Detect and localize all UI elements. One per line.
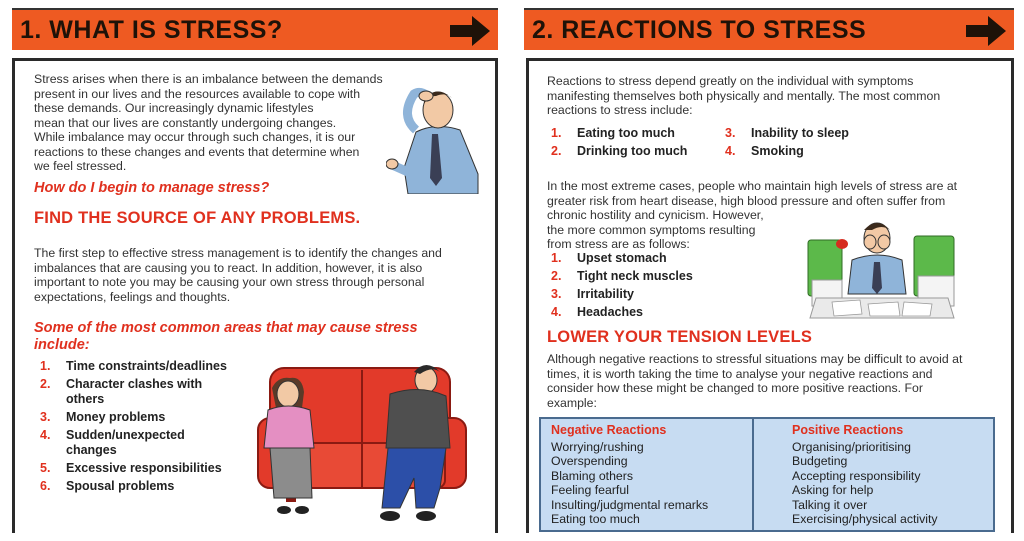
table-cell: Blaming others: [551, 468, 634, 483]
reactions-comparison-table: [539, 417, 995, 532]
table-cell: Organising/prioritising: [792, 439, 911, 454]
list-text: Smoking: [751, 144, 804, 158]
find-source-heading: FIND THE SOURCE OF ANY PROBLEMS.: [34, 209, 361, 227]
overwhelmed-worker-illustration: [802, 210, 962, 322]
list-text: Upset stomach: [577, 251, 667, 265]
paragraph-line: In the most extreme cases, people who maintain high levels of stress are at: [547, 179, 958, 193]
list-text: Excessive responsibilities: [66, 461, 222, 475]
table-cell: Eating too much: [551, 512, 640, 526]
list-text-line: others: [66, 392, 105, 406]
arrow-right-icon: [450, 16, 490, 46]
list-item: [551, 144, 721, 159]
list-text: Eating too much: [577, 126, 675, 140]
table-cell: Insulting/judgmental remarks: [551, 497, 709, 512]
paragraph-line: The first step to effective stress management is to identify the changes and: [34, 246, 442, 260]
stressed-man-illustration: [386, 82, 486, 194]
list-text: Drinking too much: [577, 144, 688, 158]
reactions-intro: [547, 74, 997, 118]
list-item: [40, 359, 260, 374]
table-cell: Budgeting: [792, 454, 848, 468]
list-item: [40, 377, 260, 407]
list-number: 4.: [551, 305, 562, 319]
list-number: 6.: [40, 479, 51, 493]
positive-reactions-column: [752, 419, 993, 530]
panel-what-is-stress: [12, 8, 498, 50]
list-number: 4.: [725, 144, 736, 158]
intro-line: reactions to these changes and events that determine when: [34, 144, 360, 159]
list-number: 1.: [551, 251, 562, 265]
heading-line: include:: [34, 337, 90, 353]
negative-reactions-header: Negative Reactions: [551, 423, 667, 437]
table-cell: Exercising/physical activity: [792, 512, 938, 526]
list-number: 1.: [551, 126, 562, 140]
list-item: [551, 269, 751, 284]
paragraph-line: times, it is worth taking the time to analyse your negative reactions and: [547, 366, 933, 381]
paragraph-line: expectations, feelings and thoughts.: [34, 289, 231, 304]
list-item: [725, 126, 895, 141]
list-text: Irritability: [577, 287, 634, 301]
symptoms-list: [551, 251, 751, 323]
paragraph-line: from stress are as follows:: [547, 237, 690, 251]
list-text: Inability to sleep: [751, 126, 849, 140]
intro-line: we feel stressed.: [34, 159, 127, 173]
stress-areas-list: [40, 359, 260, 497]
list-text-line: changes: [66, 443, 117, 457]
banner-title: 1. WHAT IS STRESS?: [20, 15, 283, 44]
intro-line: mean that our lives are constantly undergoing changes.: [34, 115, 337, 130]
intro-line: Reactions to stress depend greatly on the individual with symptoms: [547, 74, 914, 88]
table-cell: Talking it over: [792, 497, 868, 512]
list-item: [551, 126, 721, 141]
list-number: 1.: [40, 359, 51, 373]
paragraph-line: example:: [547, 395, 597, 410]
list-text-line: Character clashes with: [66, 377, 203, 391]
intro-paragraph: [34, 72, 404, 174]
list-number: 4.: [40, 428, 51, 442]
table-cell: Accepting responsibility: [792, 468, 921, 483]
manage-stress-question: How do I begin to manage stress?: [34, 180, 270, 196]
table-cell: Asking for help: [792, 483, 874, 497]
negative-reactions-column: [541, 419, 752, 530]
first-step-paragraph: [34, 246, 484, 304]
couple-on-sofa-illustration: [250, 348, 475, 526]
list-item: [551, 287, 751, 302]
list-item: [40, 428, 260, 458]
intro-line: While imbalance may occur through such changes, it is our: [34, 130, 356, 144]
reactions-list-right: [725, 126, 895, 162]
list-number: 2.: [551, 144, 562, 158]
positive-reactions-header: Positive Reactions: [792, 423, 904, 437]
paragraph-line: consider how these might be changed to more positive reactions. For: [547, 381, 923, 395]
paragraph-line: important to note you may be causing your own stress through personal: [34, 275, 425, 289]
list-item: [40, 410, 260, 425]
list-number: 3.: [40, 410, 51, 424]
intro-line: these demands. Our increasingly dynamic lifestyles: [34, 101, 314, 115]
intro-line: Stress arises when there is an imbalance between the demands: [34, 72, 383, 86]
list-text: Headaches: [577, 305, 644, 319]
list-text-line: Sudden/unexpected: [66, 428, 185, 442]
list-item: [551, 305, 751, 320]
list-number: 5.: [40, 461, 51, 475]
banner-what-is-stress: [12, 8, 498, 50]
panel-reactions-to-stress: [524, 8, 1014, 50]
list-text: [66, 428, 185, 458]
lower-tension-heading: LOWER YOUR TENSION LEVELS: [547, 328, 813, 346]
banner-title: 2. REACTIONS TO STRESS: [532, 15, 867, 44]
table-cell: Worrying/rushing: [551, 439, 644, 454]
list-number: 3.: [551, 287, 562, 301]
list-text: Tight neck muscles: [577, 269, 693, 283]
list-number: 2.: [551, 269, 562, 283]
list-item: [551, 251, 751, 266]
banner-reactions-to-stress: [524, 8, 1014, 50]
paragraph-line: greater risk from heart disease, high blood pressure and often suffer from: [547, 193, 946, 208]
arrow-right-icon: [966, 16, 1006, 46]
reactions-list-left: [551, 126, 721, 162]
list-item: [725, 144, 895, 159]
list-text: Spousal problems: [66, 479, 175, 493]
table-cell: Feeling fearful: [551, 483, 629, 497]
paragraph-line: chronic hostility and cynicism. However,: [547, 208, 764, 222]
list-text: Time constraints/deadlines: [66, 359, 227, 373]
intro-line: present in our lives and the resources available to cope with: [34, 86, 361, 101]
paragraph-line: imbalances that are causing you to react. In addition, however, it is also: [34, 260, 423, 275]
list-number: 3.: [725, 126, 736, 140]
list-item: [40, 479, 260, 494]
heading-line: Some of the most common areas that may cause stress: [34, 320, 418, 336]
list-item: [40, 461, 260, 476]
paragraph-line: Although negative reactions to stressful situations may be difficult to avoid at: [547, 352, 963, 366]
list-text: [66, 377, 202, 407]
table-cell: Overspending: [551, 454, 628, 468]
intro-line: reactions to stress include:: [547, 103, 693, 117]
intro-line: manifesting themselves both physically and mentally. The most common: [547, 88, 941, 103]
list-number: 2.: [40, 377, 51, 391]
paragraph-line: the more common symptoms resulting: [547, 222, 756, 237]
list-text: Money problems: [66, 410, 166, 424]
lower-tension-paragraph: [547, 352, 1002, 410]
